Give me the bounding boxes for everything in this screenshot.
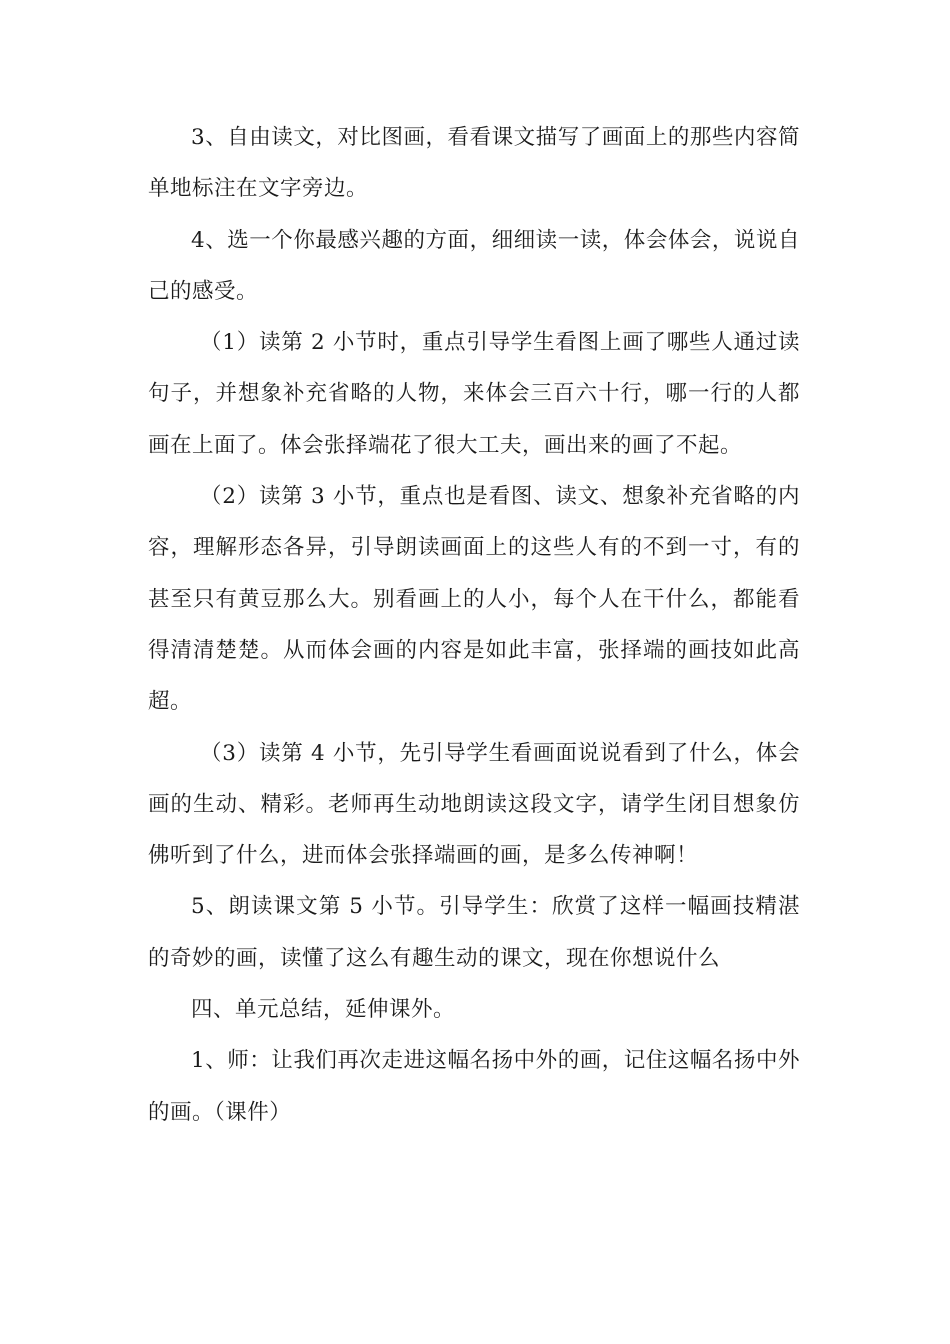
paragraph-step-3: 3、自由读文，对比图画，看看课文描写了画面上的那些内容简单地标注在文字旁边。 <box>148 125 800 202</box>
section-heading-four: 四、单元总结，延伸课外。 <box>191 997 456 1023</box>
paragraph-step-4: 4、选一个你最感兴趣的方面，细细读一读，体会体会，说说自己的感受。 <box>148 227 800 304</box>
paragraph-sub-1: （1）读第 2 小节时，重点引导学生看图上画了哪些人通过读句子，并想象补充省略的人物，来体会三百六十行，哪一行的人都画在上面了。体会张择端花了很大工夫，画出来的画了不起。 <box>148 330 800 458</box>
paragraph-step-5: 5、朗读课文第 5 小节。引导学生：欣赏了这样一幅画技精湛的奇妙的画，读懂了这么有趣生动的课文，现在你想说什么 <box>148 894 800 971</box>
paragraph-sub-2: （2）读第 3 小节，重点也是看图、读文、想象补充省略的内容，理解形态各异，引导朗读画面上的这些人有的不到一寸，有的甚至只有黄豆那么大。别看画上的人小，每个人在干什么，都能看得清清楚楚。从而体会画的内容是如此丰富，张择端的画技如此高超。 <box>148 484 800 715</box>
paragraph-sub-3: （3）读第 4 小节，先引导学生看画面说说看到了什么，体会画的生动、精彩。老师再生动地朗读这段文字，请学生闭目想象仿佛听到了什么，进而体会张择端画的画，是多么传神啊！ <box>148 740 800 869</box>
paragraph-teacher: 1、师：让我们再次走进这幅名扬中外的画，记住这幅名扬中外的画。（课件） <box>148 1048 800 1125</box>
document-body <box>148 112 800 1138</box>
